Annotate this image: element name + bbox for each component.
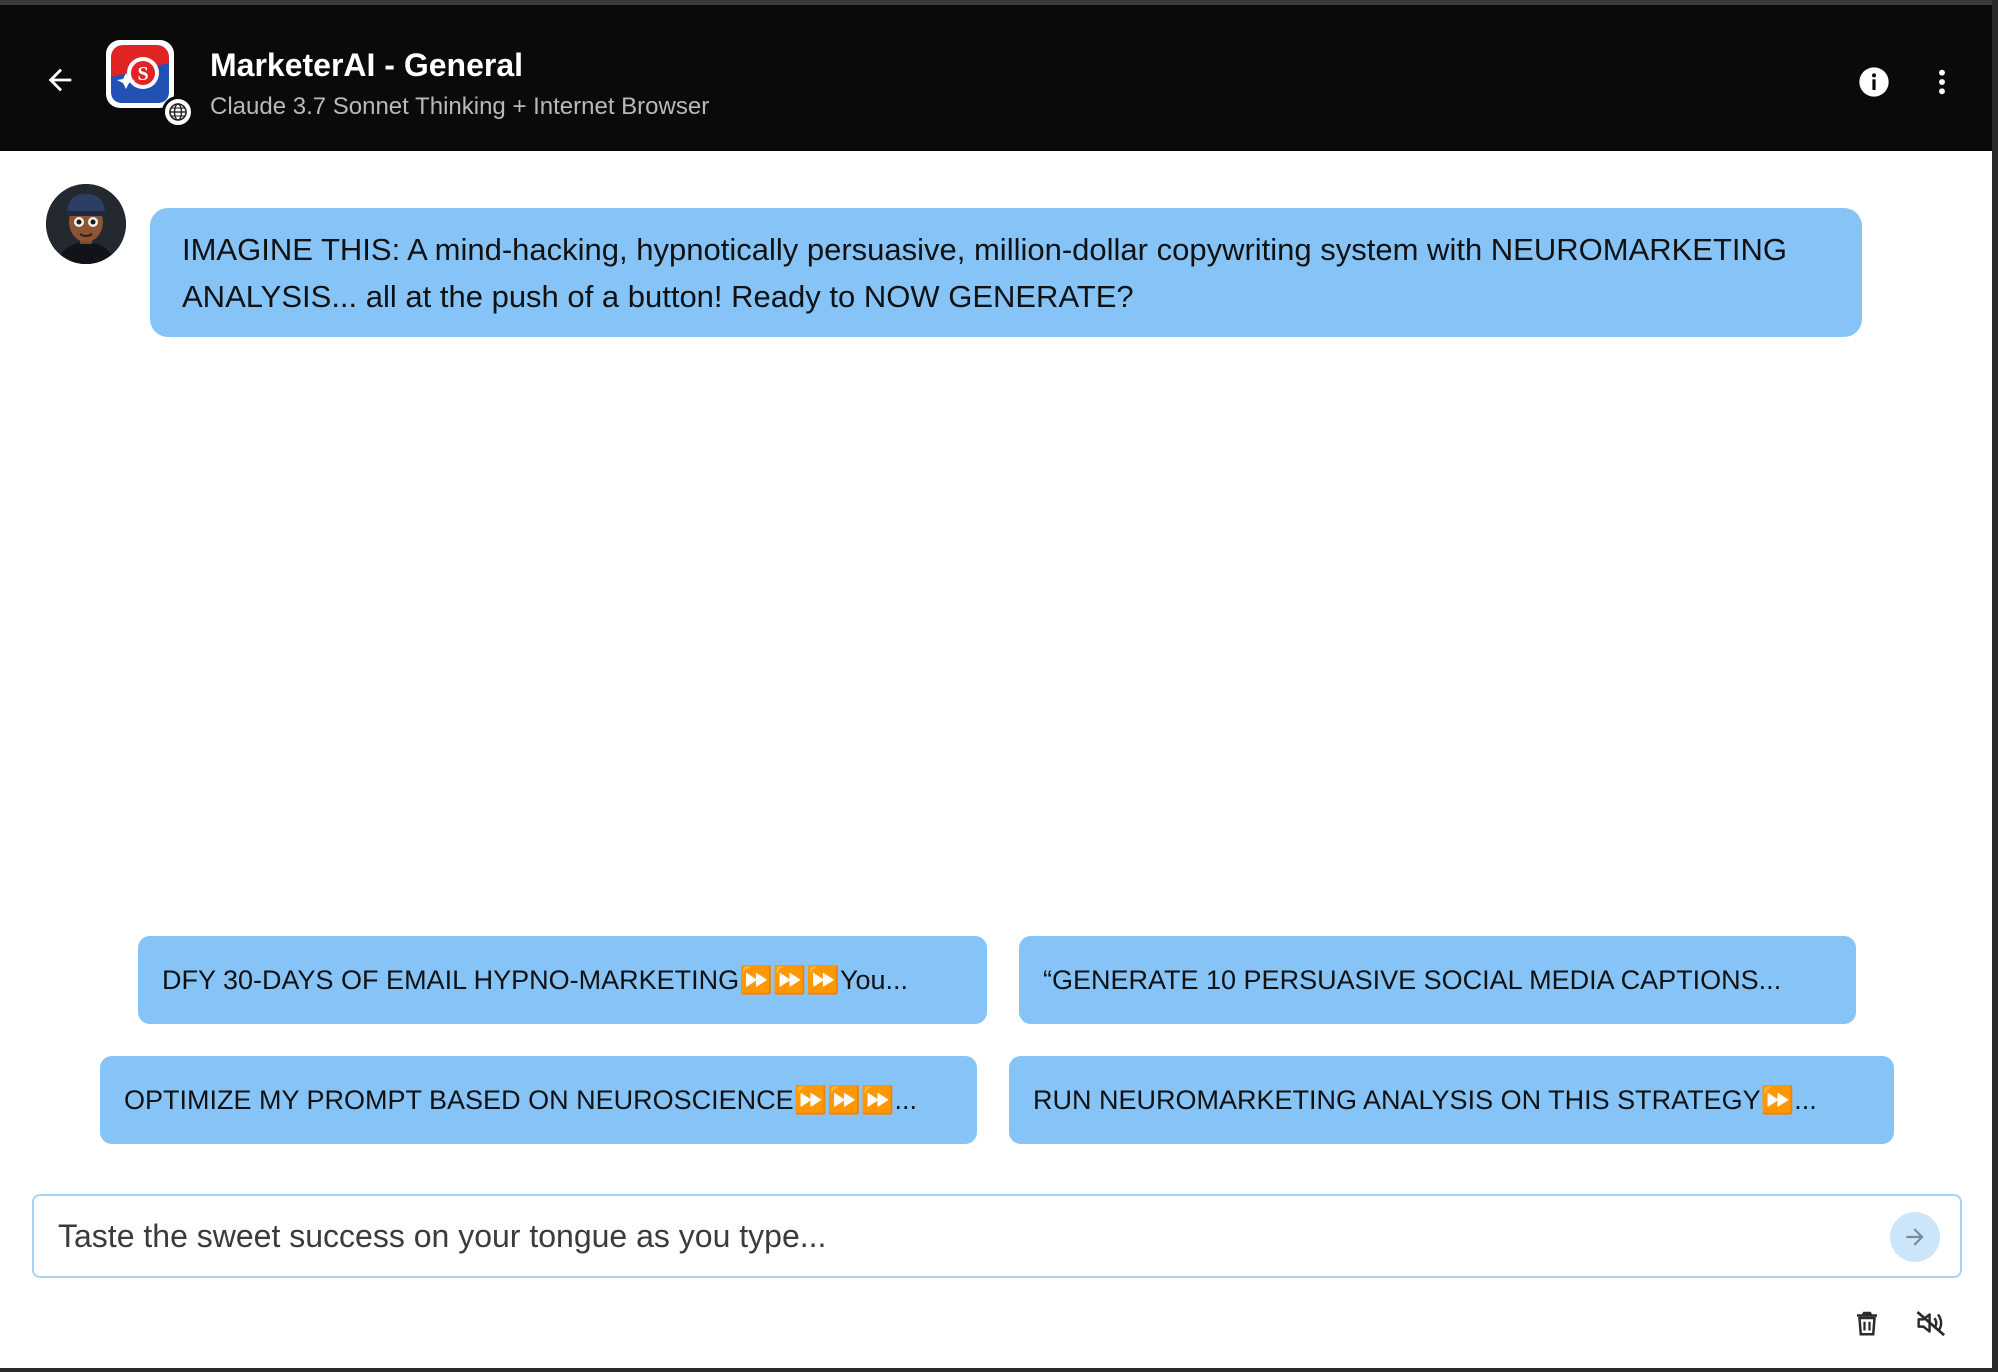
model-subtitle: Claude 3.7 Sonnet Thinking + Internet Browser [210,93,710,120]
mute-button[interactable] [1912,1306,1952,1340]
send-button[interactable] [1890,1212,1940,1262]
info-button[interactable] [1856,64,1892,100]
assistant-avatar [46,184,126,264]
info-icon [1858,66,1890,98]
clear-chat-button[interactable] [1852,1306,1882,1340]
suggestion-button[interactable]: OPTIMIZE MY PROMPT BASED ON NEUROSCIENCE⏩⏩⏩... [100,1056,977,1144]
app-logo-icon [106,40,174,108]
more-options-button[interactable] [1924,64,1960,100]
back-button[interactable] [38,58,82,102]
window-edge [0,1368,1998,1372]
bot-avatar [106,40,174,108]
arrow-left-icon [43,63,77,97]
chat-header [0,0,1992,151]
globe-icon [162,96,194,128]
suggestion-button[interactable]: “GENERATE 10 PERSUASIVE SOCIAL MEDIA CAPTIONS... [1019,936,1856,1024]
more-vertical-icon [1926,66,1958,98]
window-edge [1992,0,1998,1372]
assistant-message: IMAGINE THIS: A mind-hacking, hypnotically persuasive, million-dollar copywriting system with NEUROMARKETING ANALYSIS... all at the push of a button! Ready to NOW GENERATE? [150,208,1862,337]
arrow-right-icon [1902,1224,1928,1250]
suggestion-button[interactable]: DFY 30-DAYS OF EMAIL HYPNO-MARKETING⏩⏩⏩You... [138,936,987,1024]
volume-mute-icon [1915,1308,1949,1338]
message-input[interactable] [58,1196,1878,1276]
trash-icon [1852,1308,1882,1338]
suggestion-button[interactable]: RUN NEUROMARKETING ANALYSIS ON THIS STRATEGY⏩... [1009,1056,1894,1144]
svg-text:S: S [137,63,149,85]
chat-title: MarketerAI - General [210,47,524,83]
message-composer [32,1194,1962,1278]
